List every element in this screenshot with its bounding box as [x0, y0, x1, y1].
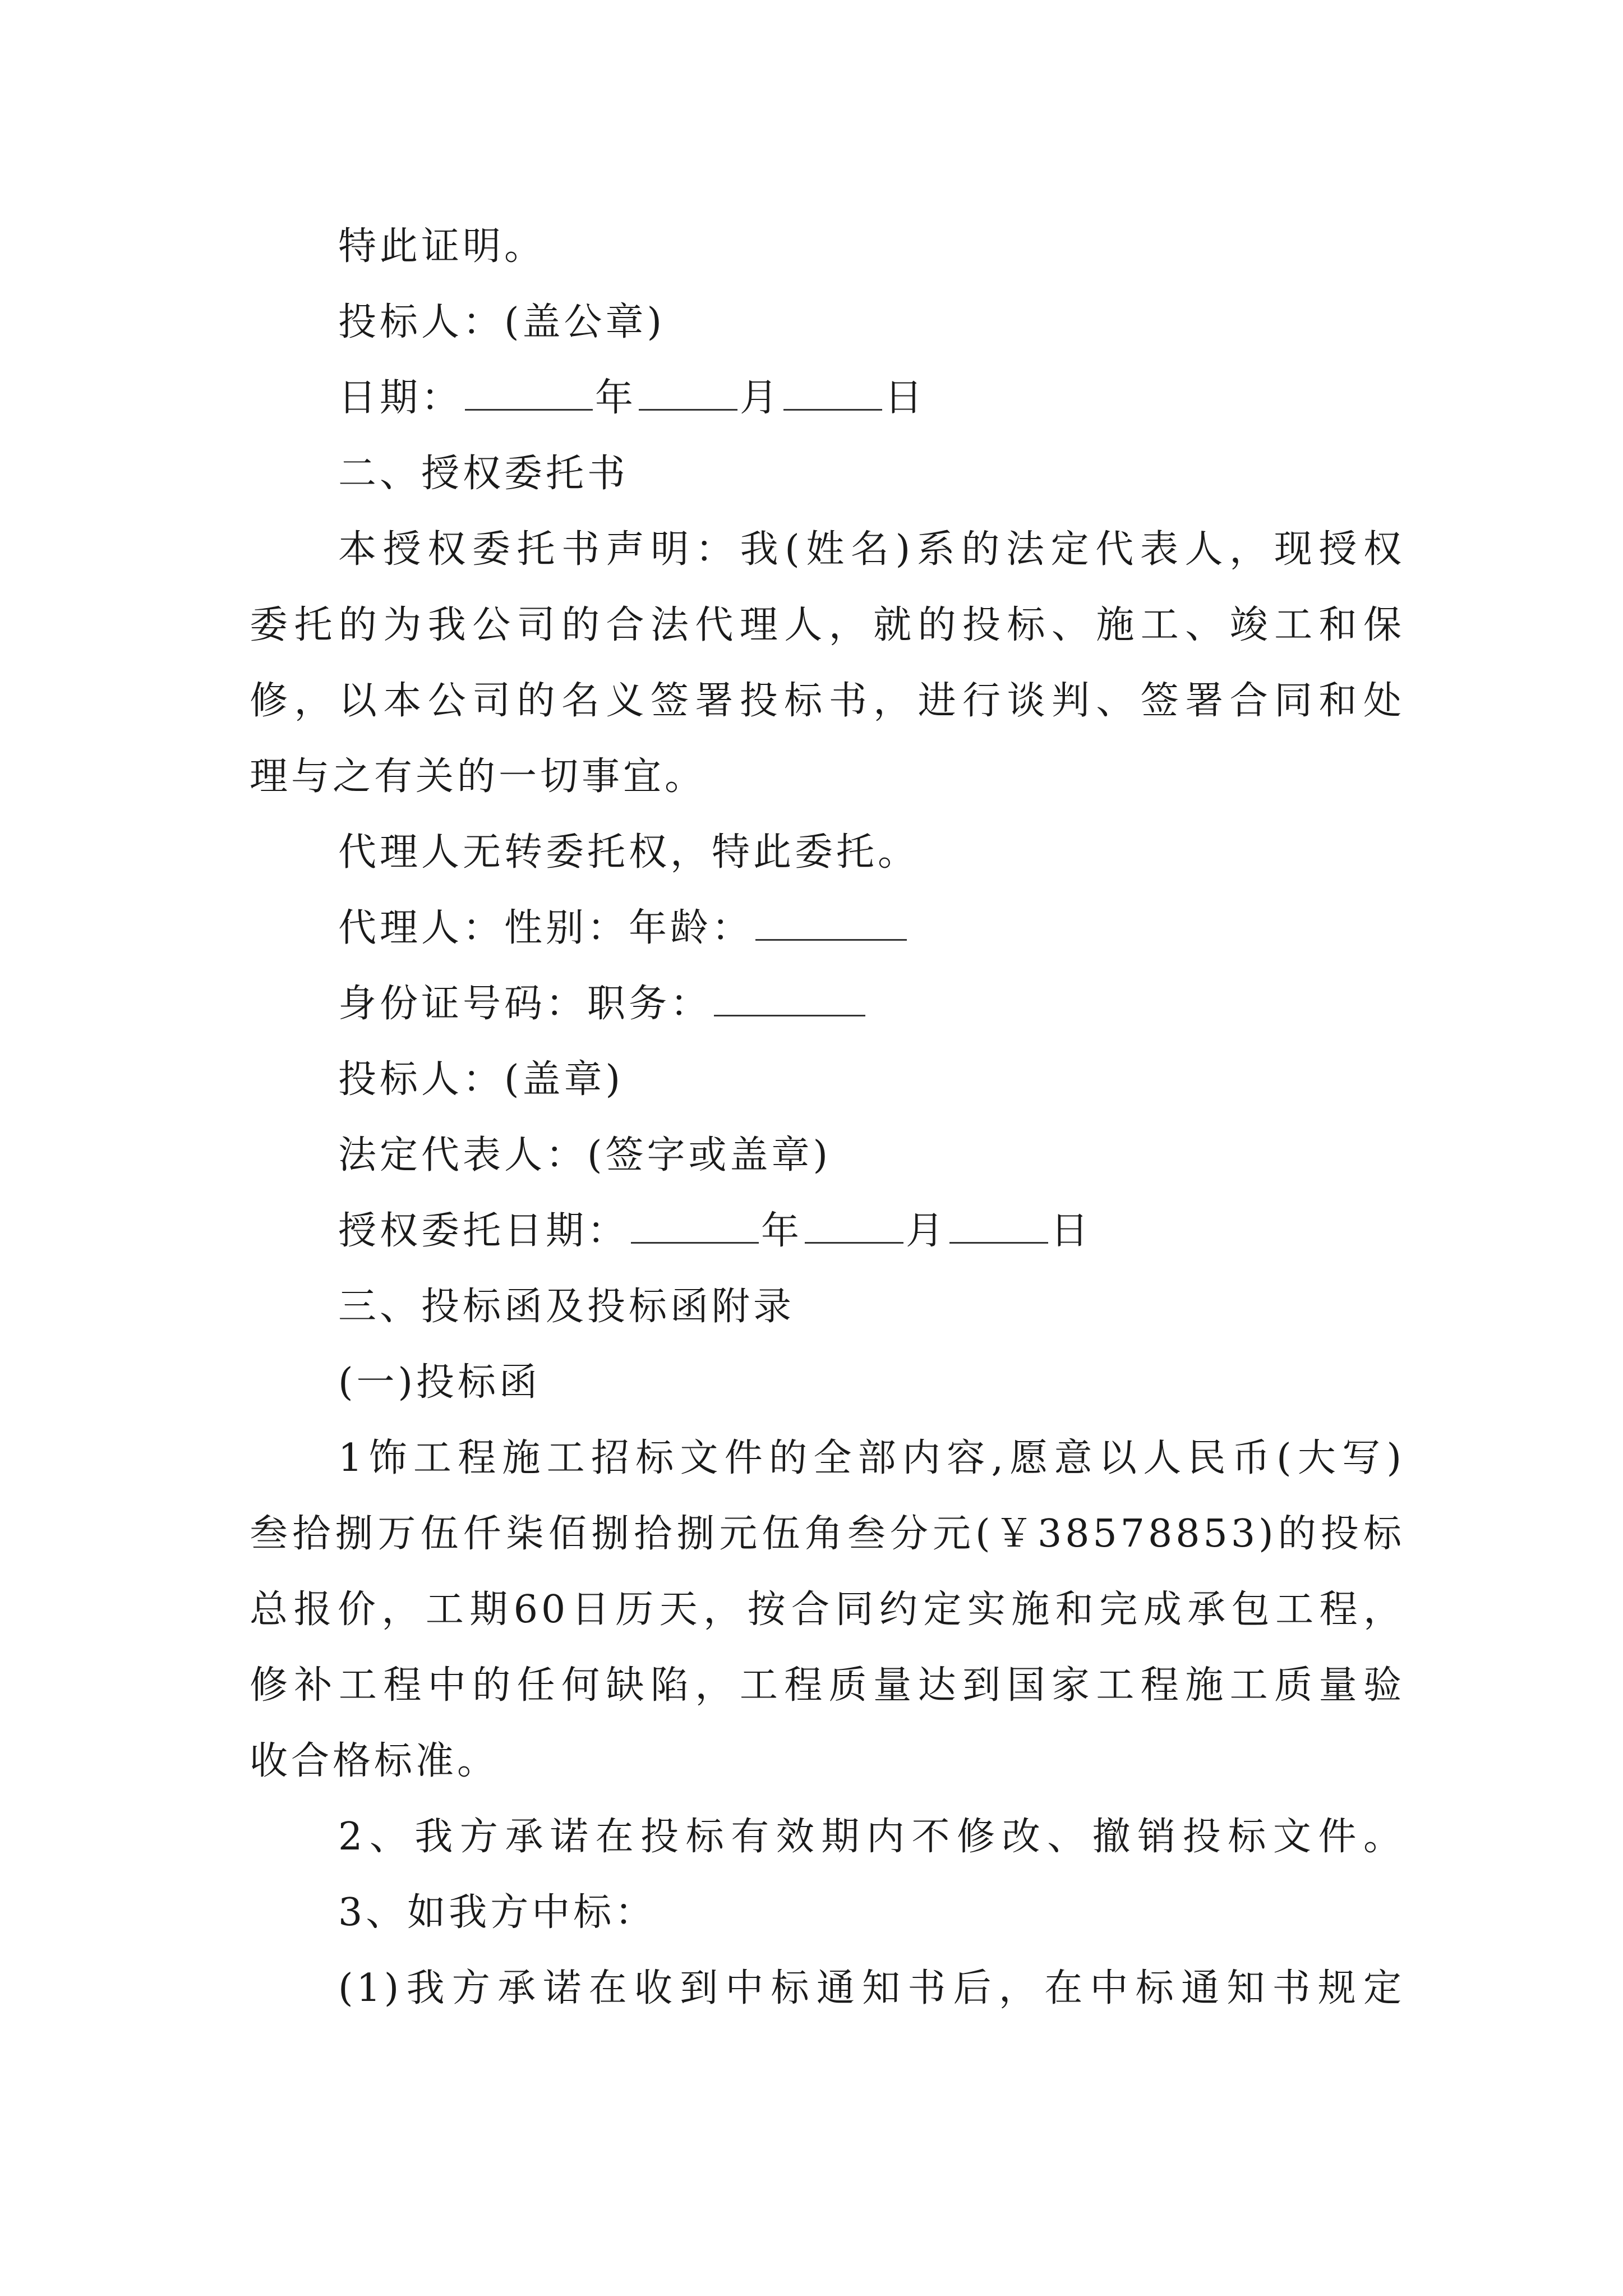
subsection-heading-bid-letter: (一)投标函 — [338, 1360, 541, 1405]
position-blank — [714, 982, 865, 1016]
year-label: 年 — [595, 376, 637, 420]
id-info-line — [338, 982, 1405, 1027]
agent-info-line — [338, 906, 1405, 951]
year-label: 年 — [761, 1209, 803, 1253]
day-blank — [949, 1209, 1048, 1244]
date-label: 日期： — [338, 376, 463, 420]
section-heading-bid-letter: 三、投标函及投标函附录 — [338, 1285, 795, 1329]
certification-closing: 特此证明。 — [338, 224, 546, 269]
item2-line: 2、我方承诺在投标有效期内不修改、撤销投标文件。 — [338, 1815, 1405, 1859]
year-blank — [465, 376, 593, 411]
month-blank — [639, 376, 737, 411]
day-label: 日 — [1050, 1209, 1092, 1253]
month-label: 月 — [740, 376, 782, 420]
authorization-paragraph-line: 修，以本公司的名义签署投标书，进行谈判、签署合同和处 — [250, 679, 1405, 723]
item1-paragraph-line: 总报价，工期60日历天，按合同约定实施和完成承包工程， — [250, 1588, 1405, 1632]
month-blank — [805, 1209, 903, 1244]
age-blank — [755, 907, 907, 941]
id-label: 身份证号码：职务： — [338, 982, 712, 1026]
authorization-paragraph-line: 委托的为我公司的合法代理人，就的投标、施工、竣工和保 — [250, 603, 1405, 647]
month-label: 月 — [906, 1209, 948, 1253]
day-label: 日 — [884, 376, 926, 420]
authorization-date-line — [338, 1209, 1405, 1254]
item1-paragraph-line: 收合格标准。 — [250, 1739, 499, 1783]
bidder-seal-line-2: 投标人：(盖章) — [338, 1057, 624, 1102]
auth-date-label: 授权委托日期： — [338, 1209, 629, 1253]
no-subdelegation-statement: 代理人无转委托权，特此委托。 — [338, 830, 920, 875]
item1-paragraph-line: 修补工程中的任何缺陷，工程质量达到国家工程施工质量验 — [250, 1663, 1405, 1708]
authorization-paragraph-line: 理与之有关的一切事宜。 — [250, 754, 707, 799]
section-heading-authorization: 二、授权委托书 — [338, 452, 629, 496]
item1-paragraph-line: 1饰工程施工招标文件的全部内容,愿意以人民币(大写) — [338, 1436, 1405, 1480]
agent-label: 代理人：性别：年龄： — [338, 906, 754, 950]
date-line — [338, 376, 1405, 421]
year-blank — [631, 1209, 759, 1244]
legal-representative-line: 法定代表人：(签字或盖章) — [338, 1133, 832, 1177]
item3-line: 3、如我方中标： — [338, 1890, 657, 1935]
day-blank — [783, 376, 882, 411]
item1-paragraph-line: 叁拾捌万伍仟柒佰捌拾捌元伍角叁分元(￥38578853)的投标 — [250, 1512, 1405, 1556]
item3-1-line: (1)我方承诺在收到中标通知书后，在中标通知书规定 — [338, 1966, 1405, 2010]
authorization-paragraph-line: 本授权委托书声明：我(姓名)系的法定代表人，现授权 — [338, 527, 1405, 572]
bidder-seal-line: 投标人：(盖公章) — [338, 300, 666, 344]
